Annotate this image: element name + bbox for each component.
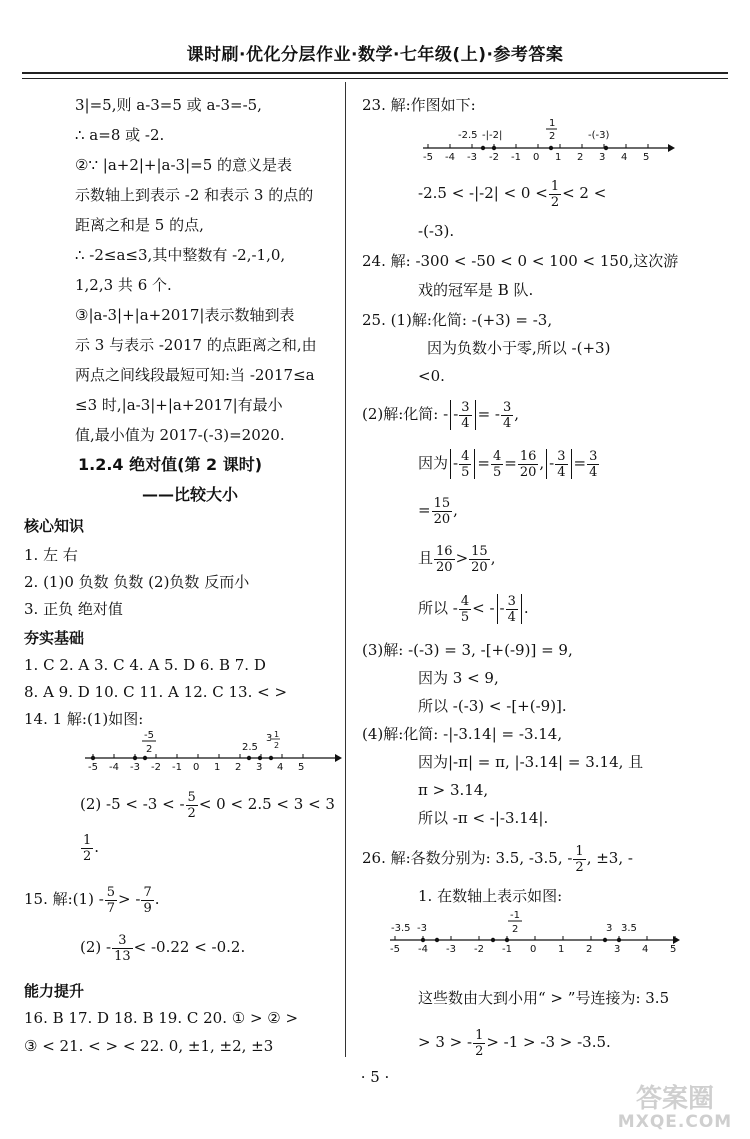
q25-part2-so: 所以 - $\frac{4}{5}$ < - - $\frac{3}{4}$ . <box>418 593 529 625</box>
page-number: · 5 · <box>360 1068 390 1086</box>
text-line: 25. (1)解:化简: -(+3) = -3, <box>362 311 553 329</box>
axis-tick-label: 3 <box>599 152 606 163</box>
text-line: 1,2,3 共 6 个. <box>75 276 172 294</box>
axis-label-2-5: 2.5 <box>242 742 258 753</box>
fraction: $\frac{15}{20}$ <box>433 495 451 527</box>
text-line: 因为负数小于零,所以 -(+3) <box>427 339 611 357</box>
fraction: $\frac{4}{5}$ <box>460 593 470 625</box>
header-rule-thick <box>22 72 728 74</box>
header-rule-thin <box>22 78 728 79</box>
fraction: $\frac{3}{13}$ <box>114 932 131 964</box>
text-line: 戏的冠军是 B 队. <box>418 281 534 299</box>
section-subheading: ——比较大小 <box>142 485 239 504</box>
q15-part2: (2) - $\frac{3}{13}$ < -0.22 < -0.2. <box>80 932 246 964</box>
number-line-q26 <box>385 906 685 960</box>
fraction: $\frac{1}{2}$ <box>83 832 92 864</box>
point-2.5 <box>247 756 251 760</box>
fraction: $\frac{3}{4}$ <box>589 448 598 480</box>
page-header: 课时刷·优化分层作业·数学·七年级(上)·参考答案 <box>186 45 564 65</box>
point-3.5 <box>617 938 621 942</box>
axis-tick-label: -2 <box>489 152 499 163</box>
point--2 <box>492 146 496 150</box>
text-line: 两点之间线段最短可知:当 -2017≤a <box>75 366 315 384</box>
axis-arrow <box>335 754 342 762</box>
text-line: ③ < 21. < > < 22. 0, ±1, ±2, ±3 <box>24 1037 274 1055</box>
fraction: $\frac{3}{4}$ <box>557 448 566 480</box>
text-line: ③|a-3|+|a+2017|表示数轴到表 <box>75 306 295 324</box>
axis-tick-label: 1 <box>555 152 562 163</box>
text-line: 示数轴上到表示 -2 和表示 3 的点的 <box>75 186 314 204</box>
point--1 <box>491 938 495 942</box>
axis-label-3-1-2: 3 <box>266 733 273 744</box>
axis-arrow <box>673 936 680 944</box>
text-line: 23. 解:作图如下: <box>362 96 476 114</box>
axis-tick-label: 4 <box>642 944 649 955</box>
axis-tick-label: -2 <box>474 944 484 955</box>
text-line: 16. B 17. D 18. B 19. C 20. ① > ② > <box>24 1009 299 1027</box>
point--5 <box>91 756 95 760</box>
number-line-q23 <box>418 116 680 168</box>
text-line: 因为 3 < 9, <box>418 669 499 687</box>
text-line: 这些数由大到小用“ > ”号连接为: 3.5 <box>418 989 670 1007</box>
axis-tick-label: 0 <box>193 762 200 773</box>
point-3 <box>604 146 608 150</box>
text-line: <0. <box>418 367 445 385</box>
text-line: ∴ -2≤a≤3,其中整数有 -2,-1,0, <box>75 246 286 264</box>
q25-part2: (2)解:化简: - - $\frac{3}{4}$ = - $\frac{3}{4}$ , <box>362 399 520 431</box>
fraction: $\frac{4}{5}$ <box>461 448 470 480</box>
axis-tick-label: 5 <box>643 152 650 163</box>
axis-tick-label: 5 <box>298 762 305 773</box>
point--2.5 <box>143 756 147 760</box>
axis-arrow <box>668 144 675 152</box>
text-line: (4)解:化简: -|-3.14| = -3.14, <box>362 725 563 743</box>
axis-label-half-den: 2 <box>549 131 556 142</box>
text-line: π > 3.14, <box>418 781 489 799</box>
section-title-core: 核心知识 <box>24 517 85 535</box>
axis-label-3-1-2-num: 1 <box>274 730 280 739</box>
fraction: $\frac{7}{9}$ <box>143 884 152 916</box>
q14-compare-cont: $\frac{1}{2}$ . <box>83 832 100 864</box>
text-line: 2. (1)0 负数 负数 (2)负数 反而小 <box>24 573 250 591</box>
q26-values: 26. 解:各数分别为: 3.5, -3.5, - $\frac{1}{2}$ , ±3, - <box>362 843 633 875</box>
section-title-advanced: 能力提升 <box>24 982 85 1000</box>
q25-part2-because: 因为 - $\frac{4}{5}$ = $\frac{4}{5}$ = $\frac{16}{20}$ , - $\frac{3}{4}$ = $\frac{3}{4}$ <box>418 448 598 480</box>
text-line: 3. 正负 绝对值 <box>24 600 123 618</box>
axis-tick-label: -3 <box>446 944 456 955</box>
axis-label: -|-2| <box>482 130 503 141</box>
text-line: 24. 解: -300 < -50 < 0 < 100 < 150,这次游 <box>362 252 679 270</box>
axis-label-half-num: 1 <box>549 118 556 129</box>
axis-tick-label: -4 <box>445 152 455 163</box>
axis-tick-label: 4 <box>621 152 628 163</box>
text-line: 因为|-π| = π, |-3.14| = 3.14, 且 <box>418 753 644 771</box>
axis-tick-label: -1 <box>511 152 521 163</box>
fraction: $\frac{3}{4}$ <box>461 399 470 431</box>
point--3 <box>133 756 137 760</box>
text-line: 示 3 与表示 -2017 的点距离之和,由 <box>75 336 317 354</box>
axis-tick-label: 5 <box>670 944 677 955</box>
fraction: $\frac{1}{2}$ <box>575 843 584 875</box>
watermark: 答案圈 MXQE.COM <box>617 1084 733 1132</box>
axis-label: 3 <box>606 923 613 934</box>
axis-label: 3.5 <box>621 923 637 934</box>
fraction: $\frac{5}{2}$ <box>187 789 196 821</box>
axis-label: -3.5 <box>391 923 411 934</box>
fraction: $\frac{5}{7}$ <box>106 884 116 916</box>
axis-label-neg-half-den: 2 <box>512 924 519 935</box>
point--0.5 <box>505 938 509 942</box>
axis-label: -2.5 <box>458 130 478 141</box>
axis-tick-label: 4 <box>277 762 284 773</box>
axis-label-3-1-2-den: 2 <box>274 741 280 750</box>
text-line: 值,最小值为 2017-(-3)=2020. <box>75 426 285 444</box>
q14-compare <box>80 787 335 821</box>
fraction: $\frac{1}{2}$ <box>550 178 560 210</box>
point--2.5 <box>481 146 485 150</box>
axis-tick-label: -3 <box>467 152 477 163</box>
point-0.5 <box>549 146 553 150</box>
text-line: 3|=5,则 a-3=5 或 a-3=-5, <box>75 96 262 114</box>
axis-tick-label: -1 <box>172 762 182 773</box>
axis-ticks <box>423 144 649 163</box>
axis-tick-label: 0 <box>533 152 540 163</box>
text-line: 1. 左 右 <box>24 546 78 564</box>
point-3.5 <box>269 756 273 760</box>
fraction: $\frac{4}{5}$ <box>492 448 502 480</box>
point--3.5 <box>421 938 425 942</box>
point-3 <box>603 938 607 942</box>
axis-tick-label: -1 <box>502 944 512 955</box>
q15-part1: 15. 解:(1) - $\frac{5}{7}$ > - $\frac{7}{9}$ . <box>24 884 160 916</box>
text-line: 1. 在数轴上表示如图: <box>418 887 563 905</box>
axis-tick-label: -4 <box>418 944 428 955</box>
axis-label-neg-5-over-2-den: 2 <box>146 744 153 755</box>
fraction: $\frac{3}{4}$ <box>507 593 516 625</box>
axis-tick-label: -5 <box>423 152 433 163</box>
axis-label: -3 <box>417 923 427 934</box>
q25-part2-eq: = $\frac{15}{20}$ , <box>418 495 458 527</box>
fraction: $\frac{15}{20}$ <box>471 543 488 575</box>
text-segment: < 0 < 2.5 < 3 < 3 <box>198 795 335 813</box>
fraction: $\frac{1}{2}$ <box>475 1027 484 1059</box>
q25-part2-and: 且 $\frac{16}{20}$ > $\frac{15}{20}$ , <box>418 543 496 575</box>
axis-tick-label: 1 <box>214 762 221 773</box>
q23-result: -2.5 < -|-2| < 0 < $\frac{1}{2}$ < 2 < <box>418 178 607 210</box>
text-line: (3)解: -(-3) = 3, -[+(-9)] = 9, <box>362 641 573 659</box>
axis-tick-label: 3 <box>256 762 263 773</box>
axis-tick-label: -5 <box>390 944 400 955</box>
axis-tick-label: 2 <box>586 944 593 955</box>
axis-label-neg-half: -1 <box>510 910 520 921</box>
text-line: 所以 -π < -|-3.14|. <box>418 809 549 827</box>
text-line: ≤3 时,|a-3|+|a+2017|有最小 <box>75 396 283 414</box>
axis-tick-label: 1 <box>558 944 565 955</box>
axis-tick-label: 0 <box>530 944 537 955</box>
fraction: $\frac{16}{20}$ <box>436 543 453 575</box>
text-line: 8. A 9. D 10. C 11. A 12. C 13. < > <box>24 683 288 701</box>
point--3 <box>435 938 439 942</box>
axis-label: -(-3) <box>588 130 610 141</box>
q26-order: > 3 > - $\frac{1}{2}$ > -1 > -3 > -3.5. <box>418 1027 611 1059</box>
text-segment: (2) -5 < -3 < - <box>80 795 185 813</box>
text-line: ②∵ |a+2|+|a-3|=5 的意义是表 <box>75 156 293 174</box>
axis-label-neg-5-over-2: -5 <box>144 730 154 741</box>
text-line: 1. C 2. A 3. C 4. A 5. D 6. B 7. D <box>24 656 266 674</box>
text-line: ∴ a=8 或 -2. <box>75 126 165 144</box>
fraction: $\frac{16}{20}$ <box>519 448 537 480</box>
axis-tick-label: -2 <box>151 762 161 773</box>
axis-tick-label: 2 <box>235 762 242 773</box>
section-heading: 1.2.4 绝对值(第 2 课时) <box>78 455 263 474</box>
axis-tick-label: -4 <box>109 762 119 773</box>
axis-tick-label: 2 <box>577 152 584 163</box>
text-line: -(-3). <box>418 222 455 240</box>
axis-tick-label: -5 <box>88 762 98 773</box>
text-line: 距离之和是 5 的点, <box>75 216 204 234</box>
section-title-basic: 夯实基础 <box>24 629 85 647</box>
axis-tick-label: -3 <box>130 762 140 773</box>
text-line: 所以 -(-3) < -[+(-9)]. <box>418 697 567 715</box>
point-3 <box>258 756 262 760</box>
fraction: $\frac{3}{4}$ <box>502 399 512 431</box>
axis-tick-label: 3 <box>614 944 621 955</box>
text-line: 14. 1 解:(1)如图: <box>24 710 144 728</box>
axis-ticks <box>390 936 676 955</box>
column-divider <box>345 82 346 1057</box>
number-line-q14 <box>80 728 340 780</box>
